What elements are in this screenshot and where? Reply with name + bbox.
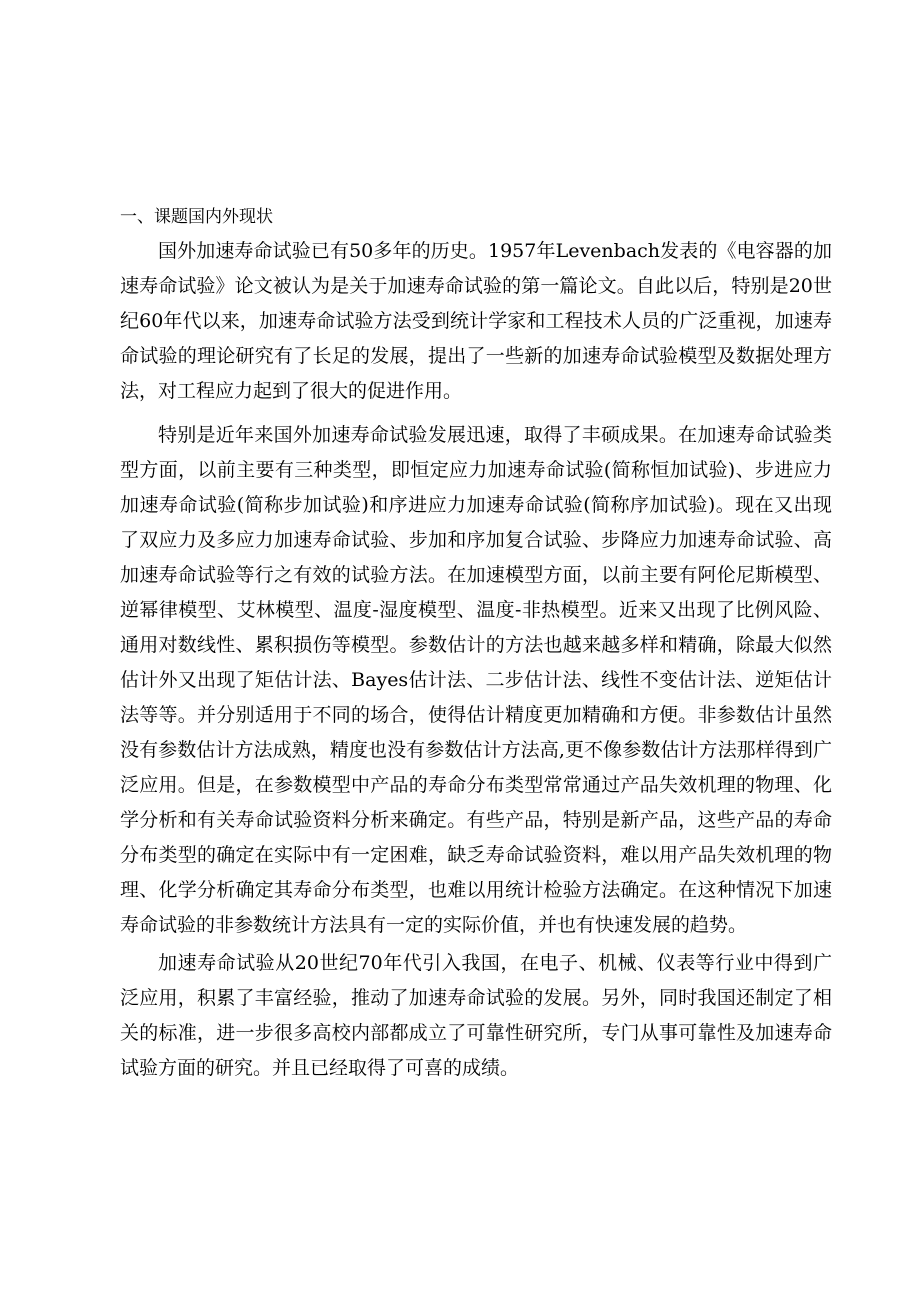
section-heading: 一、课题国内外现状 [120, 207, 273, 227]
paragraph-domestic-status: 加速寿命试验从20世纪70年代引入我国，在电子、机械、仪表等行业中得到广泛应用，积累了丰富经验，推动了加速寿命试验的发展。另外，同时我国还制定了相关的标准，进一步很多高校内部都成立了可靠性研究所，专门从事可靠性及加速寿命试验方面的研究。并且已经取得了可喜的成绩。 [120, 952, 832, 1079]
document-page [120, 200, 832, 1089]
paragraph-recent-developments: 特别是近年来国外加速寿命试验发展迅速，取得了丰硕成果。在加速寿命试验类型方面，以前主要有三种类型，即恒定应力加速寿命试验(简称恒加试验)、步进应力加速寿命试验(简称步加试验)和序进应力加速寿命试验(简称序加试验)。现在又出现了双应力及多应力加速寿命试验、步加和序加复合试验、步降应力加速寿命试验、高加速寿命试验等行之有效的试验方法。在加速模型方面，以前主要有阿伦尼斯模型、逆幂律模型、艾林模型、温度-湿度模型、温度-非热模型。近来又出现了比例风险、通用对数线性、累积损伤等模型。参数估计的方法也越来越多样和精确，除最大似然估计外又出现了矩估计法、Bayes估计法、二步估计法、线性不变估计法、逆矩估计法等等。并分别适用于不同的场合，使得估计精度更加精确和方便。非参数估计虽然没有参数估计方法成熟，精度也没有参数估计方法高,更不像参数估计方法那样得到广泛应用。但是，在参数模型中产品的寿命分布类型常常通过产品失效机理的物理、化学分析和有关寿命试验资料分析来确定。有些产品，特别是新产品，这些产品的寿命分布类型的确定在实际中有一定困难，缺乏寿命试验资料，难以用产品失效机理的物理、化学分析确定其寿命分布类型，也难以用统计检验方法确定。在这种情况下加速寿命试验的非参数统计方法具有一定的实际价值，并也有快速发展的趋势。 [120, 424, 832, 936]
paragraph-history: 国外加速寿命试验已有50多年的历史。1957年Levenbach发表的《电容器的加速寿命试验》论文被认为是关于加速寿命试验的第一篇论文。自此以后，特别是20世纪60年代以来，加速寿命试验方法受到统计学家和工程技术人员的广泛重视，加速寿命试验的理论研究有了长足的发展，提出了一些新的加速寿命试验模型及数据处理方法，对工程应力起到了很大的促进作用。 [120, 240, 832, 402]
